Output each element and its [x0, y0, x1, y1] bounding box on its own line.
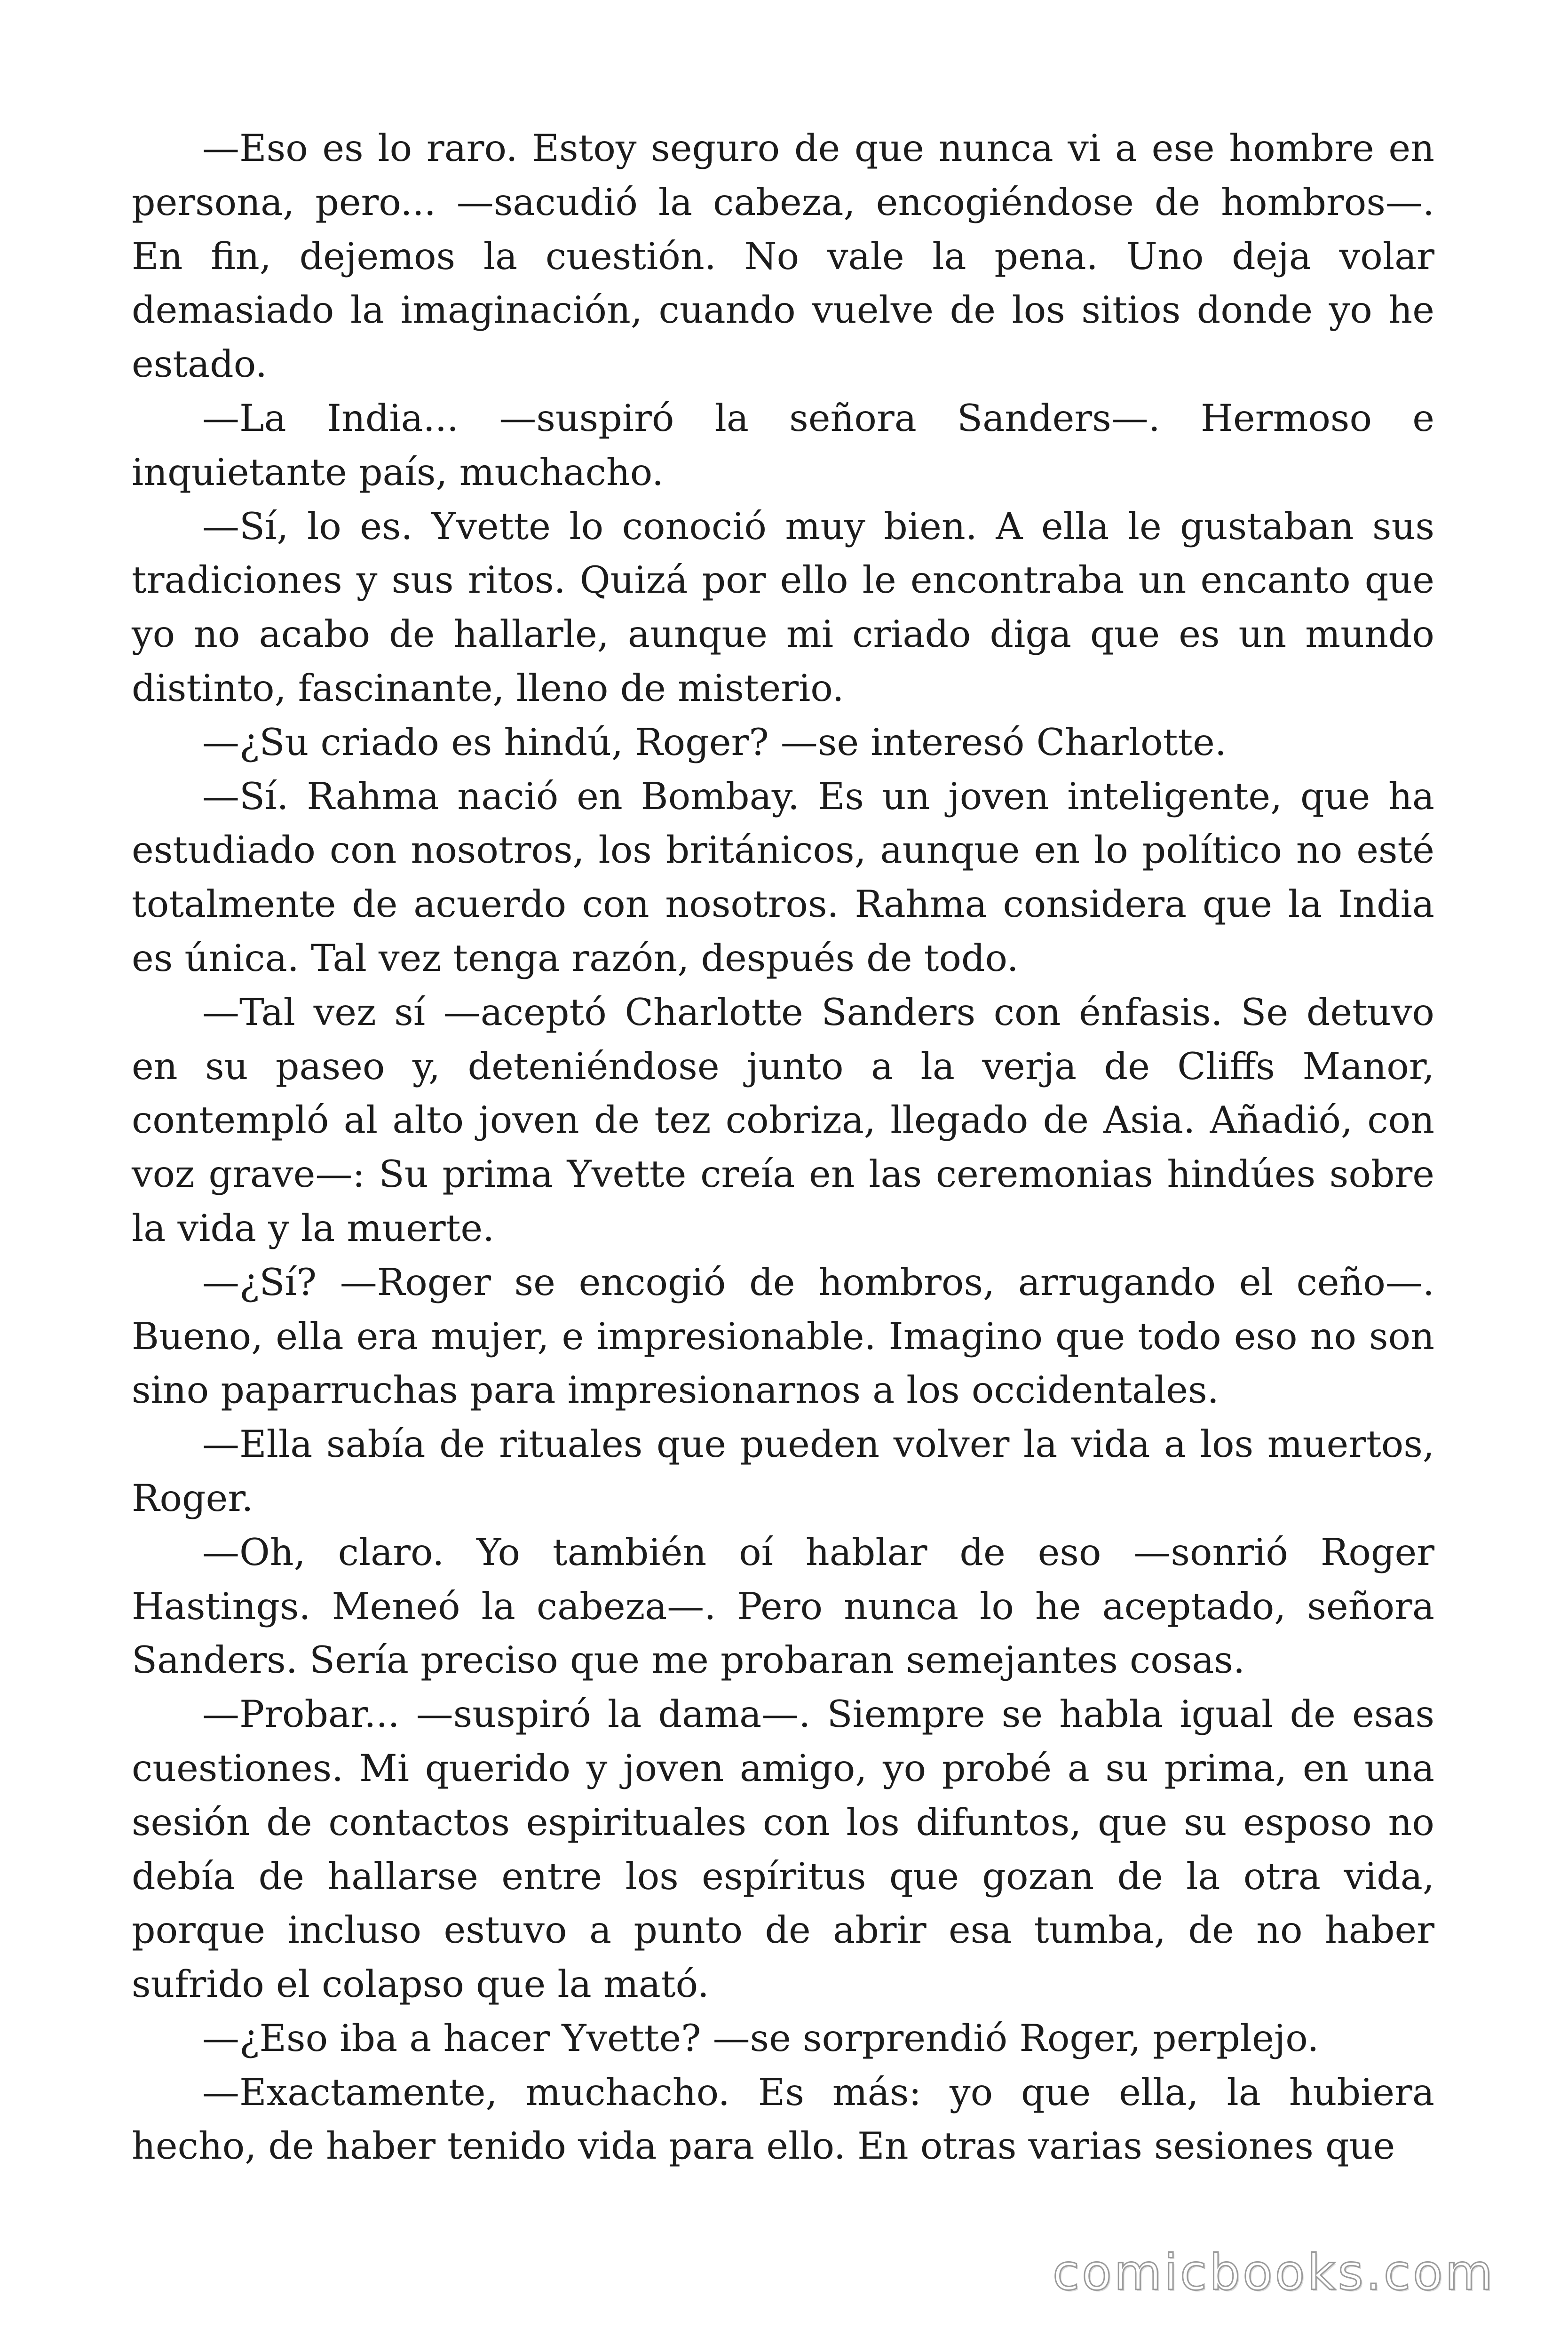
paragraph-9: —Oh, claro. Yo también oí hablar de eso —sonrió Roger Hastings. Meneó la cabeza—. Pero nunca lo he aceptado, señora Sanders. Sería preciso que me probaran semejantes cosas.: [132, 1530, 1434, 1682]
paragraph-11: —¿Eso iba a hacer Yvette? —se sorprendió Roger, perplejo.: [202, 2016, 1319, 2060]
paragraph-12: —Exactamente, muchacho. Es más: yo que ella, la hubiera hecho, de haber tenido vida para ello. En otras varias sesiones que: [132, 2070, 1434, 2168]
book-page-text: [132, 121, 1434, 2173]
paragraph-1: —Eso es lo raro. Estoy seguro de que nunca vi a ese hombre en persona, pero... —sacudió la cabeza, encogiéndose de hombros—. En fin, dejemos la cuestión. No vale la pena. Uno deja volar demasiado la imaginación, cuando vuelve de los sitios donde yo he estado.: [132, 127, 1434, 386]
paragraph-3: —Sí, lo es. Yvette lo conoció muy bien. A ella le gustaban sus tradiciones y sus ritos. Quizá por ello le encontraba un encanto que yo no acabo de hallarle, aunque mi criado diga que es un mundo distinto, fascinante, lleno de misterio.: [132, 504, 1434, 710]
watermark-logo: comicbooks.com: [1052, 2244, 1495, 2301]
paragraph-4: —¿Su criado es hindú, Roger? —se interesó Charlotte.: [202, 720, 1227, 764]
paragraph-8: —Ella sabía de rituales que pueden volver la vida a los muertos, Roger.: [132, 1422, 1434, 1520]
paragraph-10: —Probar... —suspiró la dama—. Siempre se habla igual de esas cuestiones. Mi querido y joven amigo, yo probé a su prima, en una sesión de contactos espirituales con los difuntos, que su esposo no debía de hallarse entre los espíritus que gozan de la otra vida, porque incluso estuvo a punto de abrir esa tumba, de no haber sufrido el colapso que la mató.: [132, 1692, 1434, 2006]
paragraph-2: —La India... —suspiró la señora Sanders—. Hermoso e inquietante país, muchacho.: [132, 396, 1434, 494]
paragraph-6: —Tal vez sí —aceptó Charlotte Sanders con énfasis. Se detuvo en su paseo y, deteniéndose junto a la verja de Cliffs Manor, contempló al alto joven de tez cobriza, llegado de Asia. Añadió, con voz grave—: Su prima Yvette creía en las ceremonias hindúes sobre la vida y la muerte.: [132, 990, 1434, 1250]
paragraph-5: —Sí. Rahma nació en Bombay. Es un joven inteligente, que ha estudiado con nosotros, los británicos, aunque en lo político no esté totalmente de acuerdo con nosotros. Rahma considera que la India es única. Tal vez tenga razón, después de todo.: [132, 774, 1434, 980]
paragraph-7: —¿Sí? —Roger se encogió de hombros, arrugando el ceño—. Bueno, ella era mujer, e impresionable. Imagino que todo eso no son sino paparruchas para impresionarnos a los occidentales.: [132, 1260, 1434, 1412]
